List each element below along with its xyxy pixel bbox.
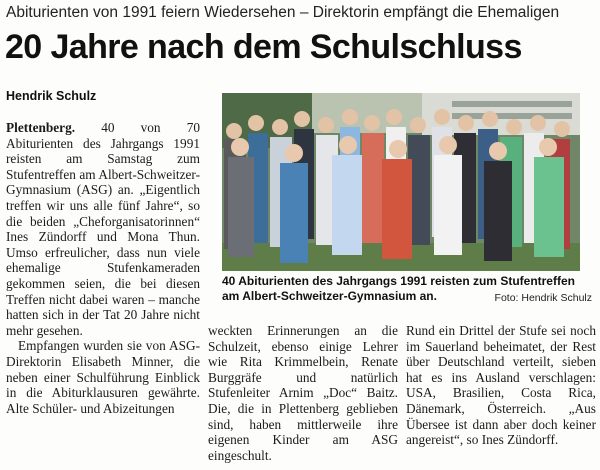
paragraph-3: weckten Erinnerungen an die Schulzeit, ebenso einige Lehrer wie Rita Krimmelbein, Renate Burggräfe und natürlich Stufenleiter Arnim „Doc“ Baitz. Die, die in Plettenberg geblieben sind, haben mittlerweile ihre eigenen Kinder am ASG eingeschult. <box>208 323 398 463</box>
article-kicker: Abiturienten von 1991 feiern Wiedersehen – Direktorin empfängt die Ehemaligen <box>6 4 560 21</box>
paragraph-2: Empfangen wurden sie von ASG-Direktorin Elisabeth Minner, die neben einer Schulführung Einblick in die Abiturklausuren gewährte. Alte Schüler- und Abizeitungen <box>6 338 200 416</box>
article-headline: 20 Jahre nach dem Schulschluss <box>5 28 522 66</box>
group-photo <box>222 93 580 271</box>
paragraph-1 <box>6 120 200 338</box>
article-author: Hendrik Schulz <box>6 89 97 103</box>
article-column-1 <box>6 120 200 416</box>
paragraph-4: Rund ein Drittel der Stufe sei noch im Sauerland beheimatet, der Rest über Deutschland verteilt, sieben hat es ins Ausland verschlagen: USA, Brasilien, Costa Rica, Dänemark, Österreich. „Aus Übersee ist dann aber doch keiner angereist“, so Ines Zündorff. <box>406 323 596 448</box>
dateline-place: Plettenberg. <box>6 120 76 135</box>
article-column-3 <box>406 323 596 448</box>
group-photo-image <box>222 93 580 271</box>
photo-caption: 40 Abiturienten des Jahrgangs 1991 reisten zum Stufentreffen am Albert-Schweitzer-Gymnasium an. <box>222 274 575 303</box>
article-column-2 <box>208 323 398 463</box>
photo-credit: Foto: Hendrik Schulz <box>494 292 592 304</box>
paragraph-1-text: 40 von 70 Abiturienten des Jahrgangs 1991 reisten am Samstag zum Stufentreffen am Albert-Schweitzer-Gymnasium (ASG) an. „Eigentlich treffen wir uns alle fünf Jahre“, so die beiden „Cheforganisatorinnen“ Ines Zündorff und Mona Thun. Umso erfreulicher, dass nun viele ehemalige Stufenkameraden gekommen seien, die bei diesen Treffen nicht dabei waren – manche hatten sich in der Tat 20 Jahre nicht mehr gesehen. <box>6 120 200 338</box>
